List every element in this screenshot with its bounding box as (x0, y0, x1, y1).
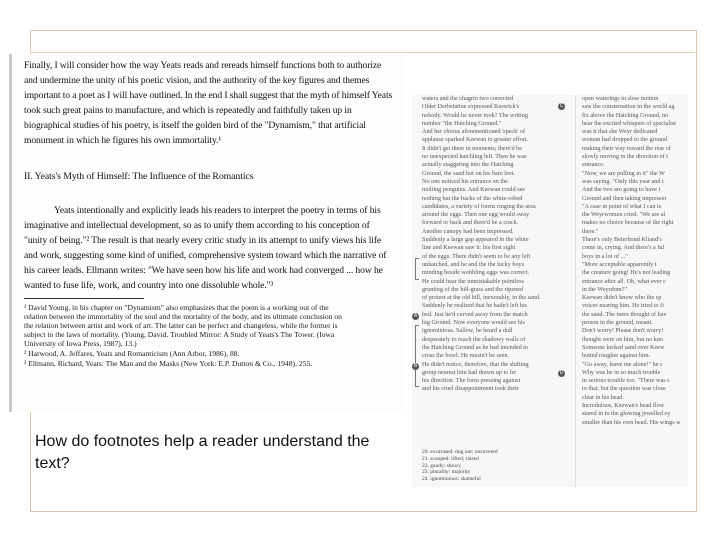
book-line: "Now, we are pulling in it" the W (582, 169, 665, 177)
book-line: open waterings in slow motion (582, 95, 659, 102)
essay-line: wanted to fuse life, work, and country into one dissoluble whole."³ (24, 280, 274, 291)
book-line: stared in to the glowing jewelled ey (582, 410, 671, 418)
book-line: Suddenly he realized that he hadn't left his (422, 302, 528, 310)
footnote-line: ³ Ellmann, Richard, Yeats: The Man and the Masks (New York: E.P. Dutton & Co., 1948), 255. (24, 359, 313, 368)
book-line: Someone kicked sand over Keew (582, 343, 665, 351)
book-line: ignominious. Sallow, he heard a dull (422, 327, 513, 335)
annotation-marker: C (559, 103, 564, 109)
book-line: unhatched, and he and the the lucky boys (422, 260, 525, 268)
essay-line: took such great pains to manufacture, and which is repeatedly and faithfully taken up in (24, 105, 352, 116)
annotation-marker: A (413, 313, 418, 319)
essay-line: Finally, I will consider how the way Yeats reads and rereads himself functions both to authorize (24, 60, 382, 71)
book-line: number "the Hatching Ground." (422, 119, 502, 127)
book-line: saw the consternation in the world ag (582, 103, 675, 111)
essay-line: monument in which he figures his own immortality.¹ (24, 135, 222, 146)
book-line: molting penguins. And Keewan could see (422, 186, 526, 194)
book-line: was saying. "Only this year and t (582, 177, 664, 185)
book-line: candidates, a variety of forms ringing the area (422, 202, 536, 210)
book-line: entrance. (582, 161, 605, 169)
book-line: line and Keewan saw it: his first sight (422, 244, 516, 252)
annotation-bracket (415, 258, 419, 280)
book-line: voices nearing him. He tried to fi (582, 302, 664, 310)
book-line: "More acceptable apparently t (582, 260, 657, 268)
book-line: and his cruel disappointment took their (422, 385, 519, 393)
book-line: of the eggs. There didn't seem to be any left (422, 252, 531, 260)
footnote-line: ¹ David Young, in his chapter on "Dynamism" also emphasizes that the poem is a working out of the (24, 303, 329, 312)
book-line: woman had dropped to the ground (582, 136, 668, 144)
book-line: "Go away, leave me alone!" he c (582, 360, 663, 368)
book-line: person in the ground, meant. (582, 319, 653, 327)
book-line: no unexpected hatchling left. Then he was (422, 153, 527, 161)
footnote-line: subject to the laws of mortality. (Young, David. Troubled Mirror: A Study of Yeats's The Tower. (Iowa (24, 330, 335, 339)
essay-line: important to a poet as I will have outlined. In the end I shall suggest that the myth of himself Yeats (24, 90, 393, 101)
book-line: 23. plurality: majority (422, 469, 471, 476)
book-line: come in, crying. And there's a ful (582, 244, 665, 252)
essay-line: his career leads. Ellmann writes: "We have seen how his life and work had converged ... how he (24, 265, 383, 276)
book-line: actually staggering into the Hatching (422, 161, 514, 169)
book-left-column (422, 95, 572, 394)
book-line: Why was he in so much trouble (582, 368, 661, 376)
book-line: forward or back and there'd be a crack. (422, 219, 519, 227)
book-line: Another canopy had been impressed. (422, 227, 514, 235)
essay-excerpt-image (12, 54, 404, 412)
essay-line: biographical studies of his poetry, is itself the golden bird of the "Dynamism," that artificial (24, 120, 366, 131)
book-line: desperately to reach the shadowy walls of (422, 335, 526, 343)
essay-line: "unity of being."² The result is that nearly every critic study in its attempt to unify views his life (24, 235, 382, 246)
book-line: There's only Beterhond Kliand's (582, 236, 662, 244)
slide-top-rule (30, 52, 695, 53)
book-line: No one noticed his entrance on the (422, 177, 508, 185)
book-page-image (412, 95, 688, 487)
book-line: And the two are going to have t (582, 186, 661, 194)
book-line: of protest at the old bill, inexorably, in the sand. (422, 294, 541, 302)
essay-line: and work, suggesting some kind of unified, comprehensive system toward which the narrative of (24, 250, 387, 261)
book-line: And her chorus aforementioned 'speck' of (422, 128, 526, 136)
book-line: entrance after all. Oh, what ever c (582, 277, 666, 285)
book-line: slowly moving in the direction of t (582, 153, 668, 161)
footnote-line: the relation between artist and work of art. The latter can be perfect and changeless, while the former is (24, 321, 338, 330)
book-line: Incredulous, Keewan's head flow (582, 401, 665, 409)
book-line: Older Derbetatine expressed Keswick's (422, 103, 520, 111)
book-line: grunting of the hill-grass and the ripened (422, 285, 524, 293)
book-line: He could hear the unmistakable pointless (422, 277, 524, 285)
column-gutter (575, 95, 576, 487)
annotation-marker: B (413, 363, 418, 369)
book-line: hear the excited whispers of specialist (582, 119, 676, 127)
book-line: there." (582, 227, 599, 235)
book-line: the sand. The mere thought of hav (582, 310, 667, 318)
book-glossary (422, 449, 572, 483)
annotation-bracket (415, 325, 419, 387)
book-line: smaller than his own head. His wings w (582, 418, 681, 426)
footnote-divider (24, 298, 144, 299)
book-line: big Ground. Now everyone would see his (422, 319, 525, 327)
book-line: group nearest him had drawn up to let (422, 368, 516, 376)
book-line: Keewan didn't know who the sp (582, 294, 662, 302)
book-line: makes no choice because of the right (582, 219, 674, 227)
book-line: to that, but the question was close (582, 385, 666, 393)
book-line: in the Weyrdom?" (582, 285, 627, 293)
book-line: his direction. The form pressing against (422, 377, 521, 385)
book-line: the creature going! He's not leading (582, 269, 671, 277)
book-line: 24. ignominious: shameful (422, 476, 481, 483)
book-line: 22. gaudy: showy (422, 462, 461, 469)
book-line: around the eggs. Then one egg would sway (422, 211, 530, 219)
book-line: waters and the chagrin two corrected (422, 95, 514, 102)
book-line: in serious trouble too. "There was s (582, 377, 670, 385)
book-line: boys in a lot of ..." (582, 252, 628, 260)
book-line: bed. Just he'd curved away from the match (422, 310, 528, 318)
book-line: minding beside wobbling eggs was correct. (422, 269, 530, 277)
essay-line: and undermine the unity of his poetic vision, and the authority of the key figures and themes (24, 75, 370, 86)
book-line: Ground and then taking impressio (582, 194, 667, 202)
book-line: nobody. Would he never took? The writing (422, 111, 528, 119)
book-line: applause sparked Keewan to greater effort. (422, 136, 529, 144)
footnote-line: ² Harwood, A. Jeffares, Yeats and Romanticism (Ann Arbor, 1986), 88. (24, 349, 240, 358)
essay-section-heading: II. Yeats's Myth of Himself: The Influence of the Romantics (24, 171, 254, 182)
essay-line: imaginative and intellectual development, so as to unify them according to his conception of (24, 220, 370, 231)
book-line: Suddenly a large gap appeared in the white (422, 236, 529, 244)
book-line: Don't worry! Please don't worry! (582, 327, 664, 335)
book-line: 21. scooped: lifted; raised (422, 455, 479, 462)
book-line: "A case in point of what I can te (582, 202, 662, 210)
book-line: cross the bowl. He mustn't be seen. (422, 352, 510, 360)
footnote-line: University of Iowa Press, 1987), 13.) (24, 339, 137, 348)
book-line: making their way toward the rear of (582, 144, 671, 152)
discussion-question: How do footnotes help a reader understand the text? (35, 433, 370, 472)
book-line: the Weyrwomen cried. "We are al (582, 211, 666, 219)
book-line: nothing but the backs of the white-robed (422, 194, 523, 202)
book-line: fix above the Hatching Ground, no (582, 111, 669, 119)
book-line: was it that she Weyr dedicated (582, 128, 658, 136)
book-line: the Hatching Ground as he had intended to (422, 343, 529, 351)
book-line: 20. excavated: dug out; uncovered (422, 449, 498, 455)
essay-line: Yeats intentionally and explicitly leads his readers to interpret the poetry in terms of his (54, 205, 381, 216)
book-line: clear in his head. (582, 393, 624, 401)
book-line: thought were on him, but no kno (582, 335, 663, 343)
annotation-marker: D (559, 370, 564, 376)
book-line: Ground, the sand hot on his bare feet. (422, 169, 515, 177)
footnote-line: relation between the immortality of the soul and the mortality of the body, and its ultimate conclusion on (24, 312, 342, 321)
book-right-column (582, 95, 682, 427)
book-line: butted rougher against him. (582, 352, 651, 360)
book-line: He didn't notice, therefore, that the shifting (422, 360, 529, 368)
book-line: It didn't get there in moments; there'd be (422, 144, 523, 152)
